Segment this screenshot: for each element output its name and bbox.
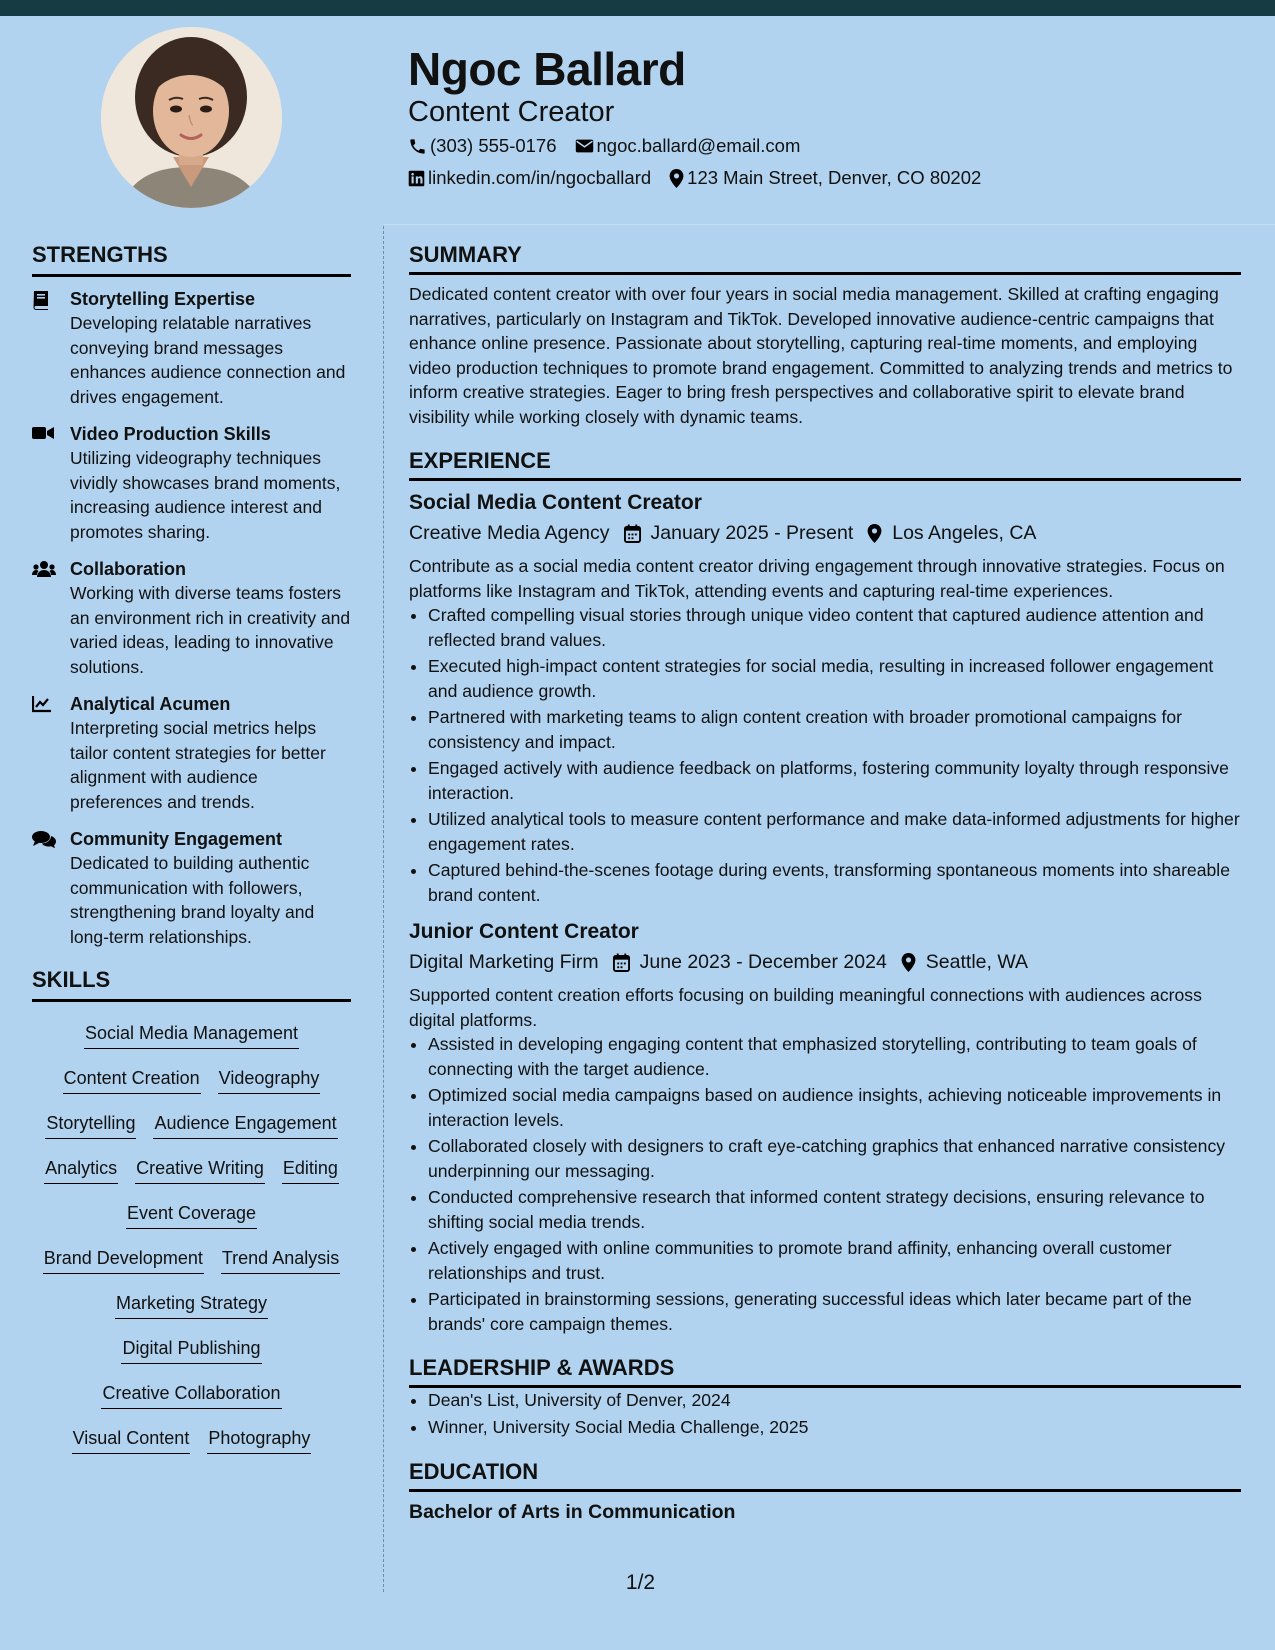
job-bullet: • Partnered with marketing teams to align content creation with broader promotional campaigns for consistency and impact. [428,705,1241,754]
skill-row [32,1188,351,1233]
skill-row [32,1278,351,1323]
book-icon [32,290,50,310]
summary-heading: SUMMARY [409,240,1241,275]
linkedin-text: linkedin.com/in/ngocballard [428,167,652,188]
address-contact [669,165,981,191]
skill-row [32,1323,351,1368]
skill-row [32,1368,351,1413]
left-column [32,240,351,1458]
skill-tag: Creative Writing [135,1156,265,1184]
job-bullet: • Captured behind-the-scenes footage during events, transforming spontaneous moments into shareable brand content. [428,858,1241,907]
job-company: Digital Marketing Firm [409,951,599,973]
skill-row [32,1053,351,1098]
linkedin-contact [408,165,651,191]
job-bullet: • Executed high-impact content strategies for social media, resulting in increased follower engagement and audience growth. [428,654,1241,703]
strength-item [32,557,351,679]
job-bullet: • Participated in brainstorming sessions, generating successful ideas which later became part of the brands' core campaign themes. [428,1287,1241,1336]
awards-list [409,1388,1241,1439]
job-title: Social Media Content Creator [409,491,702,514]
job-dates: January 2025 - Present [650,522,854,544]
top-bar [0,0,1275,16]
job-bullet: • Crafted compelling visual stories through unique video content that captured audience attention and reflected brand values. [428,603,1241,652]
calendar-icon [613,953,630,972]
job-bullet: • Assisted in developing engaging content that emphasized storytelling, contributing to team goals of connecting with the target audience. [428,1032,1241,1081]
job-location: Los Angeles, CA [892,522,1037,544]
degree-title: Bachelor of Arts in Communication [409,1501,736,1523]
skill-tag: Social Media Management [84,1021,299,1049]
skill-tag: Analytics [44,1156,118,1184]
skill-row [32,1098,351,1143]
strength-desc: Dedicated to building authentic communication with followers, strengthening brand loyalty and long-term relationships. [70,853,315,947]
video-camera-icon [32,425,54,441]
job-location-wrap [901,947,1028,977]
profile-photo [101,27,282,208]
job-company: Creative Media Agency [409,522,610,544]
map-marker-icon [669,169,684,188]
candidate-role: Content Creator [408,96,615,128]
experience-heading: EXPERIENCE [409,446,1241,481]
candidate-name: Ngoc Ballard [408,43,686,95]
job-bullet: • Engaged actively with audience feedback on platforms, fostering community loyalty through responsive interaction. [428,756,1241,805]
avatar-portrait [101,27,282,208]
job-location-wrap [867,518,1036,548]
strengths-list [32,287,351,949]
line-chart-icon [32,695,52,713]
skills-heading: SKILLS [32,965,351,1002]
strength-desc: Interpreting social metrics helps tailor content strategies for better alignment with audience preferences and trends. [70,718,326,812]
skill-tag: Brand Development [43,1246,204,1274]
skill-tag: Event Coverage [126,1201,257,1229]
skill-row [32,1413,351,1458]
contact-row-2 [408,165,999,191]
address-text: 123 Main Street, Denver, CO 80202 [687,167,982,188]
job-bullet: • Optimized social media campaigns based on audience insights, achieving noticeable improvements in interaction levels. [428,1083,1241,1132]
email-contact [575,133,801,159]
job-dates-wrap [613,947,887,977]
column-divider [383,226,384,1592]
strength-title: Collaboration [70,559,186,579]
calendar-icon [624,524,641,543]
job-description: Supported content creation efforts focusing on building meaningful connections with audiences across digital platforms. [409,985,1202,1030]
linkedin-icon [408,170,425,187]
page-number: 1/2 [625,1571,656,1594]
strength-title: Storytelling Expertise [70,289,256,309]
job-meta [409,947,1241,977]
job-title: Junior Content Creator [409,920,639,943]
job-entry [409,917,1241,1336]
envelope-icon [575,138,594,154]
award-item: • Winner, University Social Media Challenge, 2025 [428,1415,1241,1440]
strength-desc: Working with diverse teams fosters an environment rich in creativity and varied ideas, leading to innovative solutions. [70,583,351,677]
phone-icon [408,137,427,156]
header-rule [384,224,1275,225]
job-bullets [409,1032,1241,1336]
comments-icon [32,830,56,848]
strengths-heading: STRENGTHS [32,240,351,277]
skill-row [32,1008,351,1053]
skill-tag: Content Creation [63,1066,201,1094]
job-bullet: • Conducted comprehensive research that informed content strategy decisions, ensuring relevance to shifting social media trends. [428,1185,1241,1234]
job-dates-wrap [624,518,854,548]
email-text: ngoc.ballard@email.com [596,135,801,156]
right-column [409,240,1241,1526]
education-heading: EDUCATION [409,1457,1241,1492]
strength-title: Analytical Acumen [70,694,231,714]
skill-tag: Photography [207,1426,311,1454]
skill-tag: Visual Content [72,1426,191,1454]
strength-item [32,422,351,544]
job-entry [409,488,1241,907]
skill-tag: Creative Collaboration [101,1381,281,1409]
map-marker-icon [901,953,916,972]
skill-tag: Trend Analysis [221,1246,340,1274]
skill-tag: Digital Publishing [121,1336,261,1364]
skill-tag: Storytelling [45,1111,136,1139]
skill-tag: Videography [218,1066,321,1094]
skill-tag: Marketing Strategy [115,1291,268,1319]
strength-item [32,827,351,949]
job-bullet: • Collaborated closely with designers to craft eye-catching graphics that enhanced narrative consistency underpinning our messaging. [428,1134,1241,1183]
job-dates: June 2023 - December 2024 [639,951,887,973]
skill-tag: Audience Engagement [153,1111,337,1139]
job-description: Contribute as a social media content creator driving engagement through innovative strategies. Focus on platforms like Instagram and TikTok, attending events and capturing real-time experiences. [409,556,1225,601]
skills-list [32,1008,351,1458]
leadership-heading: LEADERSHIP & AWARDS [409,1353,1241,1388]
phone-text: (303) 555-0176 [430,135,557,156]
summary-text: Dedicated content creator with over four years in social media management. Skilled at crafting engaging narratives, particularly on Instagram and TikTok. Developed innovative audience-centric campaigns that enhance online presence. Passionate about storytelling, capturing real-time moments, and employing video production techniques to promote brand engagement. Committed to analyzing trends and metrics to inform creative strategies. Eager to bring fresh perspectives and collaborative spirit to elevate brand visibility while working closely with dynamic teams. [409,284,1233,427]
skill-row [32,1233,351,1278]
strength-item [32,287,351,409]
job-bullet: • Actively engaged with online communities to promote brand affinity, enhancing overall customer relationships and trust. [428,1236,1241,1285]
skill-tag: Editing [282,1156,339,1184]
job-location: Seattle, WA [925,951,1029,973]
users-icon [32,560,56,578]
job-bullets [409,603,1241,907]
map-marker-icon [867,524,882,543]
strength-item [32,692,351,814]
strength-desc: Developing relatable narratives conveying brand messages enhances audience connection and drives engagement. [70,313,346,407]
contact-row-1 [408,133,818,159]
strength-title: Community Engagement [70,829,283,849]
skill-row [32,1143,351,1188]
award-item: • Dean's List, University of Denver, 2024 [428,1388,1241,1413]
phone-contact [408,133,557,159]
job-bullet: • Utilized analytical tools to measure content performance and make data-informed adjustments for higher engagement rates. [428,807,1241,856]
strength-title: Video Production Skills [70,424,271,444]
strength-desc: Utilizing videography techniques vividly showcases brand moments, increasing audience interest and promotes sharing. [70,448,341,542]
job-meta [409,518,1241,548]
